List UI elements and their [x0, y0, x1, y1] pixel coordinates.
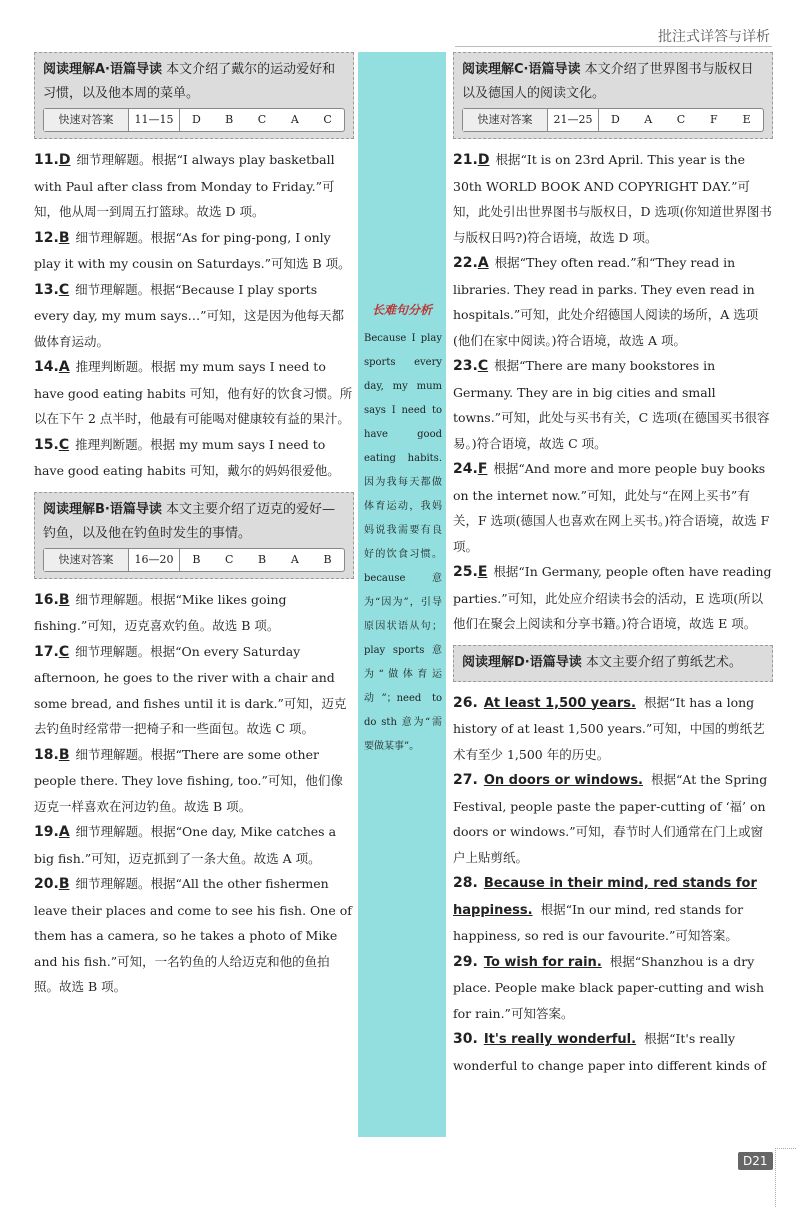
answer-key-cell: D	[191, 113, 201, 126]
answer-item: 13.C 细节理解题。根据“Because I play sports every day, my mum says…”可知，这是因为他每天都做体育运动。	[34, 281, 345, 349]
section-b-intro: 本文主要介绍了迈克的爱好—钓鱼，以及他在钓鱼时发生的事情。	[43, 501, 336, 541]
section-d-intro: 本文主要介绍了剪纸艺术。	[585, 654, 742, 670]
answer-key-cell: B	[323, 552, 332, 566]
item-text: 细节理解题。根据“Mike likes going fishing.”可知，迈克喜欢钓鱼。故选 B 项。	[34, 591, 287, 633]
answer-item: 25.E 根据“In Germany, people often have reading parties.”可知，此处应介绍读书会的活动，E 选项(所以他们在聚会上阅读和分享书籍。)符合语境，故选 E 项。	[453, 564, 772, 631]
answer-key-label: 快速对答案	[463, 109, 548, 131]
answer-item: 15.C 推理判断题。根据 my mum says I need to have good eating habits 可知，戴尔的妈妈很爱他。	[34, 436, 340, 478]
answer-key-range: 11—15	[129, 109, 180, 131]
right-column	[453, 52, 773, 1078]
item-text: 推理判断题。根据 my mum says I need to have good eating habits 可知，戴尔的妈妈很爱他。	[34, 436, 340, 478]
item-text: 根据“There are many bookstores in Germany. They are in big cities and small towns.”可知，此处与买书有关，C 选项(在德国买书很容易。)符合语境，故选 C 项。	[453, 358, 770, 451]
item-text: 根据“They often read.”和“They read in libraries. They read in parks. They even read in hospitals.”可知，此处介绍德国人阅读的场所，A 选项(他们在家中阅读。)符合语境，故选 A 项。	[453, 255, 759, 348]
answer-item: 11.D 细节理解题。根据“I always play basketball with Paul after class from Monday to Friday.”可知，他从周一到周五打篮球。故选 D 项。	[34, 152, 335, 219]
page-header: 批注式详答与详析	[658, 29, 770, 45]
fill-answer: On doors or windows.	[483, 773, 643, 788]
answer-item: 14.A 推理判断题。根据 my mum says I need to have good eating habits 可知，他有好的饮食习惯。所以在下午 2 点半时，他最有可能喝对健康较有益的果汁。	[34, 359, 353, 426]
answer-key-cell: E	[742, 113, 751, 126]
item-text: 根据“In our mind, red stands for happiness, so red is our favourite.”可知答案。	[453, 901, 744, 943]
answer-key-cell: D	[610, 113, 620, 126]
section-a-guide	[34, 52, 354, 139]
item-text: 细节理解题。根据“There are some other people there. They love fishing, too.”可知，他们像迈克一样喜欢在河边钓鱼。故选 B 项。	[34, 746, 343, 814]
item-text: 根据“It has a long history of at least 1,500 years.”可知，中国的剪纸艺术有至少 1,500 年的历史。	[453, 694, 765, 762]
section-a-answer-key	[43, 108, 345, 132]
answer-item: 28. Because in their mind, red stands for happiness. 根据“In our mind, red stands for happiness, so red is our favourite.”可知答案。	[453, 875, 757, 943]
analysis-body: Because I play sports every day, my mum says I need to have good eating habits. 因为我每天都做体育运动，我妈妈说我需要有良好的饮食习惯。because 意为“因为”，引导原因状语从句；play sports 意为“做体育运动”；need to do sth 意为“需要做某事”。	[364, 333, 442, 752]
section-b-guide	[34, 492, 354, 579]
answer-key-cell: C	[676, 113, 686, 126]
section-c-intro: 本文介绍了世界图书与版权日以及德国人的阅读文化。	[462, 62, 754, 101]
section-a-intro: 本文介绍了戴尔的运动爱好和习惯，以及他本周的菜单。	[43, 62, 336, 101]
item-text: 推理判断题。根据 my mum says I need to have good eating habits 可知，他有好的饮食习惯。所以在下午 2 点半时，他最有可能喝对健康较有益的果汁。	[34, 359, 353, 426]
fill-answer: To wish for rain.	[483, 954, 602, 970]
fill-answer: At least 1,500 years.	[483, 695, 636, 711]
section-a-title: 阅读理解A·语篇导读	[43, 62, 162, 77]
item-text: 细节理解题。根据“As for ping-pong, I only play it with my cousin on Saturdays.”可知选 B 项。	[34, 229, 351, 271]
item-text: 细节理解题。根据“On every Saturday afternoon, he goes to the river with a chair and some bread, and fishes until it is dark.”可知，迈克去钓鱼时经常带一把椅子和一些面包。故选 C 项。	[34, 643, 347, 736]
item-text: 细节理解题。根据“Because I play sports every day, my mum says…”可知，这是因为他每天都做体育运动。	[34, 281, 345, 349]
item-text: 根据“Shanzhou is a dry place. People make black paper-cutting and wish for rain.”可知答案。	[453, 953, 765, 1021]
item-text: 根据“At the Spring Festival, people paste the paper-cutting of ‘福’ on doors or windows.”可知，春节时人们通常在门上或窗户上贴剪纸。	[453, 772, 768, 865]
answer-key-label: 快速对答案	[44, 109, 129, 131]
answer-item: 29. To wish for rain. 根据“Shanzhou is a dry place. People make black paper-cutting and wish for rain.”可知答案。	[453, 953, 765, 1021]
answer-item: 26. At least 1,500 years. 根据“It has a long history of at least 1,500 years.”可知，中国的剪纸艺术有至少 1,500 年的历史。	[453, 694, 765, 762]
item-text: 细节理解题。根据“I always play basketball with Paul after class from Monday to Friday.”可知，他从周一到周五打篮球。故选 D 项。	[34, 152, 335, 219]
left-column	[34, 52, 354, 1000]
answer-item: 16.B 细节理解题。根据“Mike likes going fishing.”可知，迈克喜欢钓鱼。故选 B 项。	[34, 591, 287, 633]
section-c-answer-key	[462, 108, 764, 132]
item-text: 细节理解题。根据“One day, Mike catches a big fish.”可知，迈克抓到了一条大鱼。故选 A 项。	[34, 824, 337, 866]
answer-item: 30. It's really wonderful. 根据“It's really wonderful to change paper into different kinds of	[453, 1031, 766, 1073]
answer-key-cell: B	[192, 552, 201, 566]
answer-item: 19.A 细节理解题。根据“One day, Mike catches a big fish.”可知，迈克抓到了一条大鱼。故选 A 项。	[34, 824, 337, 866]
answer-key-range: 16—20	[129, 549, 180, 571]
answer-key-cell: C	[224, 552, 234, 566]
answer-key-cell: A	[290, 552, 299, 566]
section-b-title: 阅读理解B·语篇导读	[43, 501, 162, 517]
item-text: 细节理解题。根据“All the other fishermen leave their places and come to see his fish. One of them has a camera, so he takes a photo of Mike and his fish.”可知，一名钓鱼的人给迈克和他的鱼拍照。故选 B 项。	[34, 876, 352, 994]
section-d-title: 阅读理解D·语篇导读	[462, 654, 582, 670]
analysis-sidebar	[358, 52, 446, 1137]
answer-item: 22.A 根据“They often read.”和“They read in libraries. They read in parks. They even read in hospitals.”可知，此处介绍德国人阅读的场所，A 选项(他们在家中阅读。)符合语境，故选 A 项。	[453, 255, 759, 348]
item-text: 根据“It's really wonderful to change paper into different kinds of	[453, 1031, 766, 1073]
answer-item: 27. On doors or windows. 根据“At the Spring Festival, people paste the paper-cutting of ‘福’ on doors or windows.”可知，春节时人们通常在门上或窗户上贴剪纸。	[453, 772, 768, 865]
analysis-title: 长难句分析	[371, 303, 432, 317]
answer-item: 21.D 根据“It is on 23rd April. This year is the 30th WORLD BOOK AND COPYRIGHT DAY.”可知，此处引出世界图书与版权日，D 选项(你知道世界图书与版权日吗?)符合语境，故选 D 项。	[453, 152, 772, 245]
item-text: 根据“It is on 23rd April. This year is the 30th WORLD BOOK AND COPYRIGHT DAY.”可知，此处引出世界图书与版权日，D 选项(你知道世界图书与版权日吗?)符合语境，故选 D 项。	[453, 152, 772, 245]
answer-item: 17.C 细节理解题。根据“On every Saturday afternoon, he goes to the river with a chair and some bread, and fishes until it is dark.”可知，迈克去钓鱼时经常带一把椅子和一些面包。故选 C 项。	[34, 643, 347, 736]
section-d-guide	[453, 645, 773, 682]
fill-answer: Because in their mind, red stands for happiness.	[453, 876, 757, 918]
answer-item: 20.B 细节理解题。根据“All the other fishermen leave their places and come to see his fish. One of them has a camera, so he takes a photo of Mike and his fish.”可知，一名钓鱼的人给迈克和他的鱼拍照。故选 B 项。	[34, 876, 352, 994]
answer-item: 23.C 根据“There are many bookstores in Germany. They are in big cities and small towns.”可知，此处与买书有关，C 选项(在德国买书很容易。)符合语境，故选 C 项。	[453, 358, 770, 451]
answer-key-cell: C	[257, 113, 267, 126]
item-text: 根据“In Germany, people often have reading parties.”可知，此处应介绍读书会的活动，E 选项(所以他们在聚会上阅读和分享书籍。)符合语境，故选 E 项。	[453, 564, 772, 631]
answer-item: 18.B 细节理解题。根据“There are some other people there. They love fishing, too.”可知，他们像迈克一样喜欢在河边钓鱼。故选 B 项。	[34, 746, 343, 814]
corner-decoration	[775, 1148, 796, 1207]
section-c-title: 阅读理解C·语篇导读	[462, 62, 581, 77]
header-rule	[455, 46, 772, 47]
answer-item: 12.B 细节理解题。根据“As for ping-pong, I only play it with my cousin on Saturdays.”可知选 B 项。	[34, 229, 351, 271]
item-text: 根据“And more and more people buy books on the internet now.”可知，此处与“在网上买书”有关，F 选项(德国人也喜欢在网上买书。)符合语境，故选 F 项。	[453, 461, 770, 554]
answer-key-cell: B	[257, 552, 267, 566]
answer-key-cell: A	[644, 113, 653, 126]
answer-key-cell: C	[323, 113, 332, 126]
section-c-guide	[453, 52, 773, 139]
answer-key-cell: B	[225, 113, 234, 126]
answer-key-label: 快速对答案	[44, 549, 129, 571]
answer-key-range: 21—25	[548, 109, 599, 131]
answer-key-cell: F	[709, 113, 718, 126]
fill-answer: It's really wonderful.	[483, 1032, 637, 1047]
page-number: D21	[738, 1152, 773, 1170]
answer-item: 24.F 根据“And more and more people buy books on the internet now.”可知，此处与“在网上买书”有关，F 选项(德国人也喜欢在网上买书。)符合语境，故选 F 项。	[453, 461, 770, 554]
answer-key-cell: A	[290, 113, 299, 126]
section-b-answer-key	[43, 548, 345, 572]
